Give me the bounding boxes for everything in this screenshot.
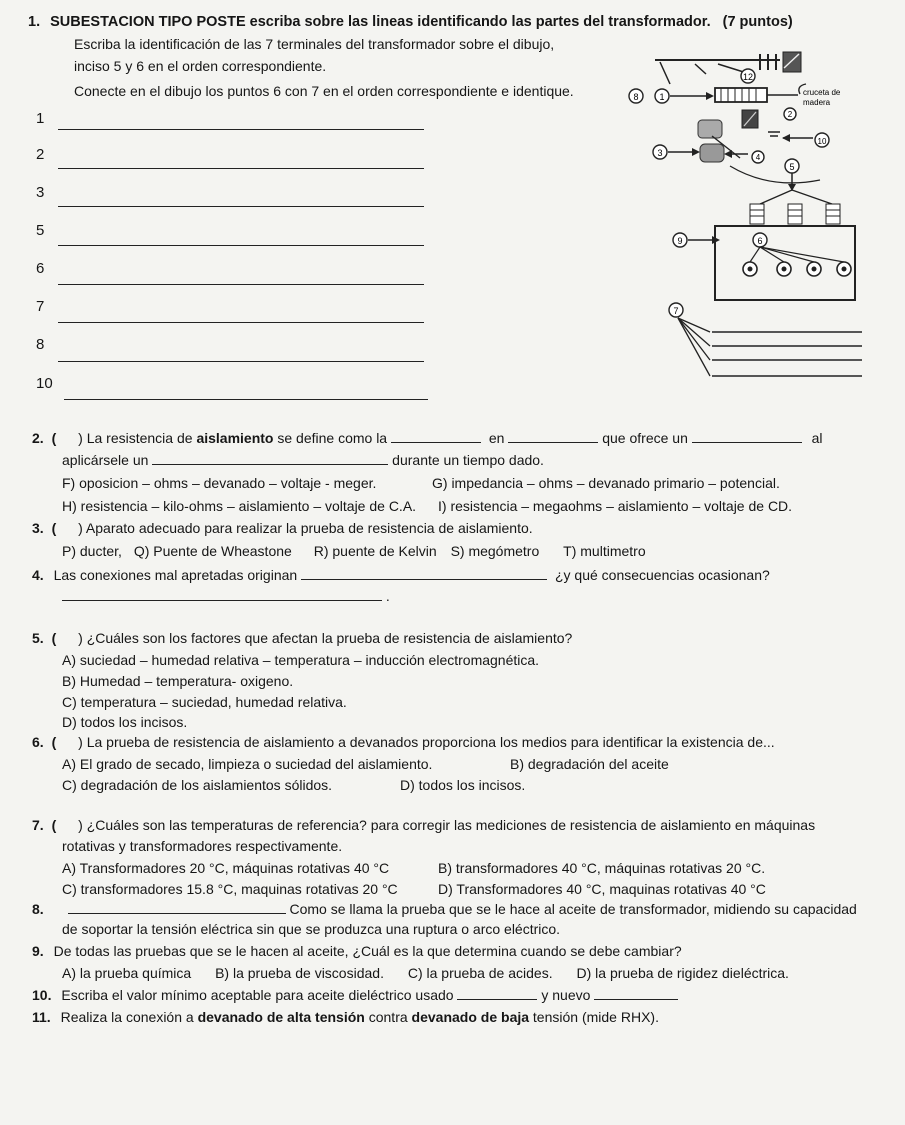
- svg-text:4: 4: [755, 153, 761, 162]
- cruceta-label: cruceta de: [803, 88, 841, 97]
- q8-blank[interactable]: [68, 901, 286, 914]
- q3-option-q: Q) Puente de Wheastone: [133, 543, 292, 559]
- q1-instruction-line2: Escriba la identificación de las 7 terminales del transformador sobre el dibujo,: [74, 36, 555, 52]
- q2-line2: aplicársele un durante un tiempo dado.: [62, 452, 544, 468]
- svg-text:5: 5: [789, 162, 795, 172]
- q1-header: [28, 14, 793, 30]
- q4-blank-1[interactable]: [301, 567, 547, 580]
- q1-points: (7 puntos): [722, 14, 793, 30]
- answer-line-10[interactable]: [64, 399, 428, 400]
- insulator: [698, 120, 722, 138]
- answer-line-2[interactable]: [58, 168, 424, 169]
- q6-option-a: A) El grado de secado, limpieza o suciedad del aislamiento.: [62, 756, 433, 772]
- q9-option-b: B) la prueba de viscosidad.: [215, 965, 384, 981]
- q7-option-b: B) transformadores 40 °C, máquinas rotativas 20 °C.: [438, 860, 766, 876]
- bushings: [750, 204, 840, 224]
- q9-option-c: C) la prueba de acides.: [407, 965, 553, 981]
- answer-label-1: 1: [36, 110, 45, 127]
- q10-question: 10. Escriba el valor mínimo aceptable para aceite dieléctrico usado y nuevo: [32, 987, 678, 1003]
- q6-question: 6. ( ) La prueba de resistencia de aislamiento a devanados proporciona los medios para identificar la existencia de...: [32, 734, 775, 750]
- q2-line1: 2. ( ) La resistencia de aislamiento se define como la en que ofrece un al: [32, 430, 823, 446]
- answer-line-5[interactable]: [58, 245, 424, 246]
- q7-option-a: A) Transformadores 20 °C, máquinas rotativas 40 °C: [62, 860, 390, 876]
- q6-option-b: B) degradación del aceite: [510, 756, 669, 772]
- q8-question: 8. Como se llama la prueba que se le hace al aceite de transformador, midiendo su capacidad: [32, 901, 857, 917]
- q2-option-i: I) resistencia – megaohms – aislamiento – voltaje de CD.: [438, 498, 793, 514]
- q9-options: [62, 965, 789, 981]
- q3-option-p: P) ducter,: [62, 543, 122, 559]
- q1-title: SUBESTACION TIPO POSTE escriba sobre las lineas identificando las partes del transformador.: [50, 14, 711, 30]
- answer-label-3: 3: [36, 184, 45, 201]
- q5-option-c: C) temperatura – suciedad, humedad relativa.: [62, 694, 347, 710]
- q9-option-a: A) la prueba química: [62, 965, 192, 981]
- q6-option-d: D) todos los incisos.: [400, 777, 526, 793]
- answer-label-7: 7: [36, 298, 45, 315]
- q1-number: 1.: [28, 14, 41, 30]
- q7-option-d: D) Transformadores 40 °C, maquinas rotativas 40 °C: [438, 881, 766, 897]
- svg-text:3: 3: [657, 148, 663, 158]
- answer-label-6: 6: [36, 260, 45, 277]
- q3-question: 3. ( ) Aparato adecuado para realizar la prueba de resistencia de aislamiento.: [32, 520, 533, 536]
- svg-text:7: 7: [673, 306, 679, 316]
- q11-question: 11. Realiza la conexión a devanado de alta tensión contra devanado de baja tensión (mide RHX).: [32, 1009, 659, 1025]
- q8-line2: de soportar la tensión eléctrica sin que se produzca una ruptura o arco eléctrico.: [62, 921, 561, 937]
- q3-options: [62, 543, 646, 559]
- q7-option-c: C) transformadores 15.8 °C, maquinas rotativas 20 °C: [62, 881, 398, 897]
- q5-option-a: A) suciedad – humedad relativa – temperatura – inducción electromagnética.: [62, 652, 540, 668]
- crossarm: [715, 88, 767, 102]
- svg-text:1: 1: [659, 92, 665, 102]
- q2-blank-1[interactable]: [391, 430, 481, 443]
- q2-option-f: F) oposicion – ohms – devanado – voltaje - meger.: [62, 475, 377, 491]
- q3-option-r: R) puente de Kelvin: [313, 543, 437, 559]
- q9-question: 9. De todas las pruebas que se le hacen al aceite, ¿Cuál es la que determina cuando se debe cambiar?: [32, 943, 682, 959]
- secondary-terminals: [743, 262, 851, 276]
- q1-instruction-line4: Conecte en el dibujo los puntos 6 con 7 en el orden correspondiente e identique.: [74, 83, 574, 99]
- q3-option-t: T) multimetro: [563, 543, 646, 559]
- q4-blank-2[interactable]: [62, 588, 382, 601]
- q9-option-d: D) la prueba de rigidez dieléctrica.: [576, 965, 789, 981]
- q10-blank-used[interactable]: [457, 987, 537, 1000]
- q2-option-h: H) resistencia – kilo-ohms – aislamiento – voltaje de C.A.: [62, 498, 417, 514]
- q5-option-d: D) todos los incisos.: [62, 714, 188, 730]
- answer-line-7[interactable]: [58, 322, 424, 323]
- svg-text:12: 12: [742, 72, 754, 82]
- q4-question: 4. Las conexiones mal apretadas originan ¿y qué consecuencias ocasionan?: [32, 567, 770, 583]
- q2-option-g: G) impedancia – ohms – devanado primario – potencial.: [432, 475, 780, 491]
- q5-option-b: B) Humedad – temperatura- oxigeno.: [62, 673, 294, 689]
- answer-line-6[interactable]: [58, 284, 424, 285]
- q4-answer-row: .: [62, 588, 390, 604]
- transformer-diagram: [600, 40, 870, 385]
- q5-question: 5. ( ) ¿Cuáles son los factores que afectan la prueba de resistencia de aislamiento?: [32, 630, 573, 646]
- answer-line-3[interactable]: [58, 206, 424, 207]
- svg-text:8: 8: [633, 92, 639, 102]
- answer-label-2: 2: [36, 146, 45, 163]
- q2-blank-3[interactable]: [692, 430, 802, 443]
- svg-text:9: 9: [677, 236, 683, 246]
- answer-line-8[interactable]: [58, 361, 424, 362]
- q1-instruction-line3: inciso 5 y 6 en el orden correspondiente.: [74, 58, 327, 74]
- answer-label-8: 8: [36, 336, 45, 353]
- q2-blank-2[interactable]: [508, 430, 598, 443]
- madera-label: madera: [803, 98, 831, 107]
- svg-text:10: 10: [817, 137, 827, 146]
- q7-line2: rotativas y transformadores respectivamente.: [62, 838, 343, 854]
- svg-text:2: 2: [787, 110, 793, 119]
- service-conductors: [678, 318, 862, 376]
- q10-blank-new[interactable]: [594, 987, 678, 1000]
- svg-text:6: 6: [757, 236, 763, 246]
- surge-arrester: [700, 144, 724, 162]
- q3-option-s: S) megómetro: [450, 543, 540, 559]
- q7-question: 7. ( ) ¿Cuáles son las temperaturas de referencia? para corregir las mediciones de resistencia de aislamiento en máquinas: [32, 817, 816, 833]
- answer-label-10: 10: [36, 375, 53, 392]
- answer-line-1[interactable]: [58, 129, 424, 130]
- q6-option-c: C) degradación de los aislamientos sólidos.: [62, 777, 333, 793]
- answer-label-5: 5: [36, 222, 45, 239]
- q2-blank-4[interactable]: [152, 452, 388, 465]
